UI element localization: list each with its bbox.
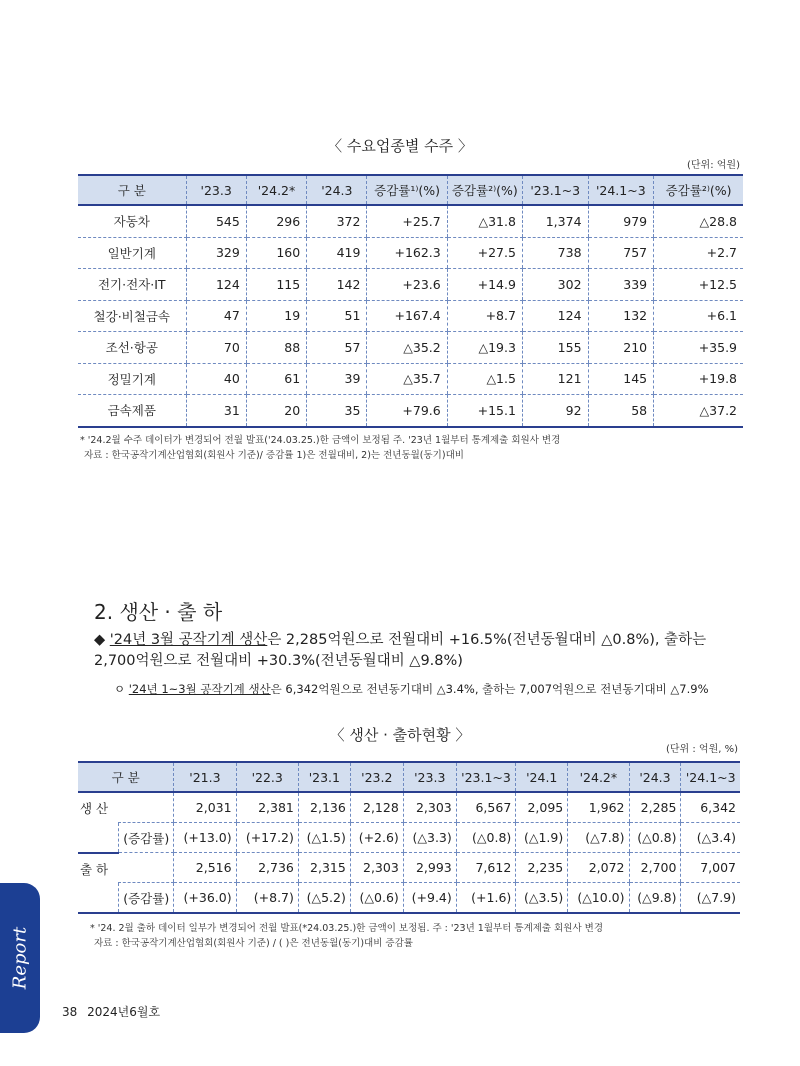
column-header: '23.1 — [298, 762, 350, 792]
table-cell: 88 — [246, 332, 306, 364]
demand-industry-orders-table — [78, 174, 743, 428]
table-cell: 115 — [246, 269, 306, 301]
column-header: 증감률²⁾(%) — [654, 175, 743, 205]
section-sub-bullet — [114, 681, 709, 697]
table-cell: 757 — [588, 237, 654, 269]
table-row — [78, 363, 743, 395]
section-title: 2. 생산 · 출 하 — [94, 600, 223, 624]
column-header: '24.1 — [516, 762, 568, 792]
table-cell: +162.3 — [367, 237, 447, 269]
table-cell: 2,303 — [350, 853, 403, 883]
report-label: Report — [9, 926, 31, 990]
row-label: 조선·항공 — [78, 332, 186, 364]
table2-source: 자료 : 한국공작기계산업협회(회원사 기준) / ( )은 전년동월(동기)대비 증감률 — [94, 938, 413, 949]
table-cell: (+9.4) — [403, 883, 456, 914]
table-cell: △31.8 — [447, 205, 522, 237]
table-cell: 210 — [588, 332, 654, 364]
table-cell: +2.7 — [654, 237, 743, 269]
table-cell: (+8.7) — [236, 883, 298, 914]
table-cell: 2,315 — [298, 853, 350, 883]
table-cell: 329 — [186, 237, 246, 269]
sub-bullet-text: 은 6,342억원으로 전년동기대비 △3.4%, 출하는 7,007억원으로 전년동기대비 △7.9% — [270, 682, 709, 696]
table-row — [78, 237, 743, 269]
table1-unit: (단위: 억원) — [687, 160, 740, 171]
table-cell: 132 — [588, 300, 654, 332]
table-cell: △35.2 — [367, 332, 447, 364]
table-row — [78, 792, 740, 823]
table-cell: △28.8 — [654, 205, 743, 237]
table-cell: 47 — [186, 300, 246, 332]
column-header: '23.2 — [350, 762, 403, 792]
table-header-row — [78, 175, 743, 205]
page-footer — [62, 1003, 160, 1020]
table-row — [78, 823, 740, 853]
column-header: 증감률¹⁾(%) — [367, 175, 447, 205]
table-cell: 545 — [186, 205, 246, 237]
table-cell: 738 — [522, 237, 588, 269]
table-cell: 145 — [588, 363, 654, 395]
table-cell: 40 — [186, 363, 246, 395]
table-cell: 124 — [186, 269, 246, 301]
table-cell: 61 — [246, 363, 306, 395]
table-cell: △35.7 — [367, 363, 447, 395]
table-cell: (△5.2) — [298, 883, 350, 914]
column-header: '21.3 — [174, 762, 236, 792]
row-sub-label: (증감률) — [119, 883, 174, 914]
production-shipment-table — [78, 761, 740, 914]
table-cell: 296 — [246, 205, 306, 237]
table-cell: 302 — [522, 269, 588, 301]
table-cell — [119, 792, 174, 823]
column-header: '24.1~3 — [588, 175, 654, 205]
table-cell: (+36.0) — [174, 883, 236, 914]
table-cell: +8.7 — [447, 300, 522, 332]
column-header: '24.2* — [246, 175, 306, 205]
table-cell: 51 — [307, 300, 367, 332]
row-sub-label: (증감률) — [119, 823, 174, 853]
table-cell: (△7.9) — [681, 883, 740, 914]
table-cell — [119, 853, 174, 883]
table-cell: 57 — [307, 332, 367, 364]
table-cell: +14.9 — [447, 269, 522, 301]
table-cell: (+13.0) — [174, 823, 236, 853]
table-cell: 372 — [307, 205, 367, 237]
row-label: 금속제품 — [78, 395, 186, 427]
column-header: '23.1~3 — [456, 762, 516, 792]
row-label: 전기·전자·IT — [78, 269, 186, 301]
table-cell: (△9.8) — [629, 883, 681, 914]
column-header: '23.1~3 — [522, 175, 588, 205]
table-cell: 155 — [522, 332, 588, 364]
table-cell: 39 — [307, 363, 367, 395]
row-label: 철강·비철금속 — [78, 300, 186, 332]
section-bullet — [94, 630, 744, 672]
table-cell: 2,516 — [174, 853, 236, 883]
column-header: 구 분 — [78, 762, 174, 792]
table-cell: 2,303 — [403, 792, 456, 823]
column-header: '24.2* — [568, 762, 629, 792]
table-cell: +35.9 — [654, 332, 743, 364]
table-cell: 160 — [246, 237, 306, 269]
table-row — [78, 205, 743, 237]
table-cell: 7,612 — [456, 853, 516, 883]
table-cell: 19 — [246, 300, 306, 332]
table-cell: 92 — [522, 395, 588, 427]
table-cell: 2,381 — [236, 792, 298, 823]
column-header: '24.3 — [307, 175, 367, 205]
column-header: '24.1~3 — [681, 762, 740, 792]
table-cell: +79.6 — [367, 395, 447, 427]
column-header: 증감률²⁾(%) — [447, 175, 522, 205]
table-cell: 7,007 — [681, 853, 740, 883]
table-cell: (△0.6) — [350, 883, 403, 914]
table1-note: * '24.2월 수주 데이터가 변경되어 전월 발표('24.03.25.)한 금액이 보정됨 주. '23년 1월부터 통계제출 회원사 변경 — [80, 435, 561, 446]
table-cell: 2,235 — [516, 853, 568, 883]
row-label: 정밀기계 — [78, 363, 186, 395]
table2-caption: 〈 생산 · 출하현황 〉 — [329, 726, 471, 744]
row-group-label: 생 산 — [78, 792, 119, 853]
bullet-text: 은 2,285억원으로 전월대비 +16.5%(전년동월대비 △0.8%), 출하는 2,700억원으로 전월대비 +30.3%(전년동월대비 △9.8%) — [94, 632, 707, 669]
diamond-bullet-icon: ◆ — [94, 632, 106, 648]
table-cell: 121 — [522, 363, 588, 395]
column-header: '23.3 — [186, 175, 246, 205]
table-cell: (+17.2) — [236, 823, 298, 853]
table-cell: +6.1 — [654, 300, 743, 332]
table-cell: 2,095 — [516, 792, 568, 823]
table-row — [78, 853, 740, 883]
bullet-emphasis: '24년 3월 공작기계 생산 — [109, 632, 268, 648]
row-label: 자동차 — [78, 205, 186, 237]
row-label: 일반기계 — [78, 237, 186, 269]
row-group-label: 출 하 — [78, 853, 119, 914]
column-header: 구 분 — [78, 175, 186, 205]
table-cell: (+1.6) — [456, 883, 516, 914]
table-cell: 2,031 — [174, 792, 236, 823]
table-cell: (△1.5) — [298, 823, 350, 853]
table-cell: 142 — [307, 269, 367, 301]
table-cell: (△3.4) — [681, 823, 740, 853]
table-cell: 2,136 — [298, 792, 350, 823]
table2-unit: (단위 : 억원, %) — [665, 744, 738, 755]
page-number: 38 — [62, 1005, 78, 1019]
table-cell: (△10.0) — [568, 883, 629, 914]
table-cell: 70 — [186, 332, 246, 364]
report-side-tab — [0, 883, 40, 1033]
table-cell: 6,567 — [456, 792, 516, 823]
table-cell: 1,374 — [522, 205, 588, 237]
column-header: '24.3 — [629, 762, 681, 792]
table-cell: 2,993 — [403, 853, 456, 883]
table-cell: +167.4 — [367, 300, 447, 332]
table-cell: (+2.6) — [350, 823, 403, 853]
table-cell: 2,072 — [568, 853, 629, 883]
table-cell: (△1.9) — [516, 823, 568, 853]
table-cell: △37.2 — [654, 395, 743, 427]
table-cell: 6,342 — [681, 792, 740, 823]
table-cell: (△3.5) — [516, 883, 568, 914]
table-cell: 35 — [307, 395, 367, 427]
table-cell: △1.5 — [447, 363, 522, 395]
table-row — [78, 395, 743, 427]
table-cell: +19.8 — [654, 363, 743, 395]
table-cell: 2,128 — [350, 792, 403, 823]
table-cell: +27.5 — [447, 237, 522, 269]
issue-label: 2024년6월호 — [87, 1005, 161, 1019]
table-row — [78, 332, 743, 364]
table1-caption: 〈 수요업종별 수주 〉 — [327, 137, 473, 155]
table-cell: 419 — [307, 237, 367, 269]
table-cell: (△0.8) — [456, 823, 516, 853]
table-cell: 20 — [246, 395, 306, 427]
table-cell: 31 — [186, 395, 246, 427]
table-cell: 1,962 — [568, 792, 629, 823]
table1-source: 자료 : 한국공작기계산업협회(회원사 기준)/ 증감률 1)은 전월대비, 2)는 전년동월(동기)대비 — [84, 450, 464, 461]
column-header: '22.3 — [236, 762, 298, 792]
column-header: '23.3 — [403, 762, 456, 792]
circle-bullet-icon: ㅇ — [114, 682, 126, 696]
table-cell: 2,285 — [629, 792, 681, 823]
table-cell: 58 — [588, 395, 654, 427]
table-cell: 2,736 — [236, 853, 298, 883]
table-cell: +23.6 — [367, 269, 447, 301]
table-cell: 979 — [588, 205, 654, 237]
table-cell: (△0.8) — [629, 823, 681, 853]
table-cell: 124 — [522, 300, 588, 332]
table-cell: (△3.3) — [403, 823, 456, 853]
table-cell: 339 — [588, 269, 654, 301]
table-cell: +12.5 — [654, 269, 743, 301]
table2-note: * '24. 2월 출하 데이터 일부가 변경되어 전월 발표(*24.03.25.)한 금액이 보정됨. 주 : '23년 1월부터 통계제출 회원사 변경 — [90, 923, 604, 934]
table-row — [78, 269, 743, 301]
table-cell: +25.7 — [367, 205, 447, 237]
table-cell: (△7.8) — [568, 823, 629, 853]
sub-bullet-emphasis: '24년 1~3월 공작기계 생산 — [128, 682, 271, 696]
table-cell: +15.1 — [447, 395, 522, 427]
table-row — [78, 300, 743, 332]
table-cell: △19.3 — [447, 332, 522, 364]
table-cell: 2,700 — [629, 853, 681, 883]
table-header-row — [78, 762, 740, 792]
table-row — [78, 883, 740, 914]
